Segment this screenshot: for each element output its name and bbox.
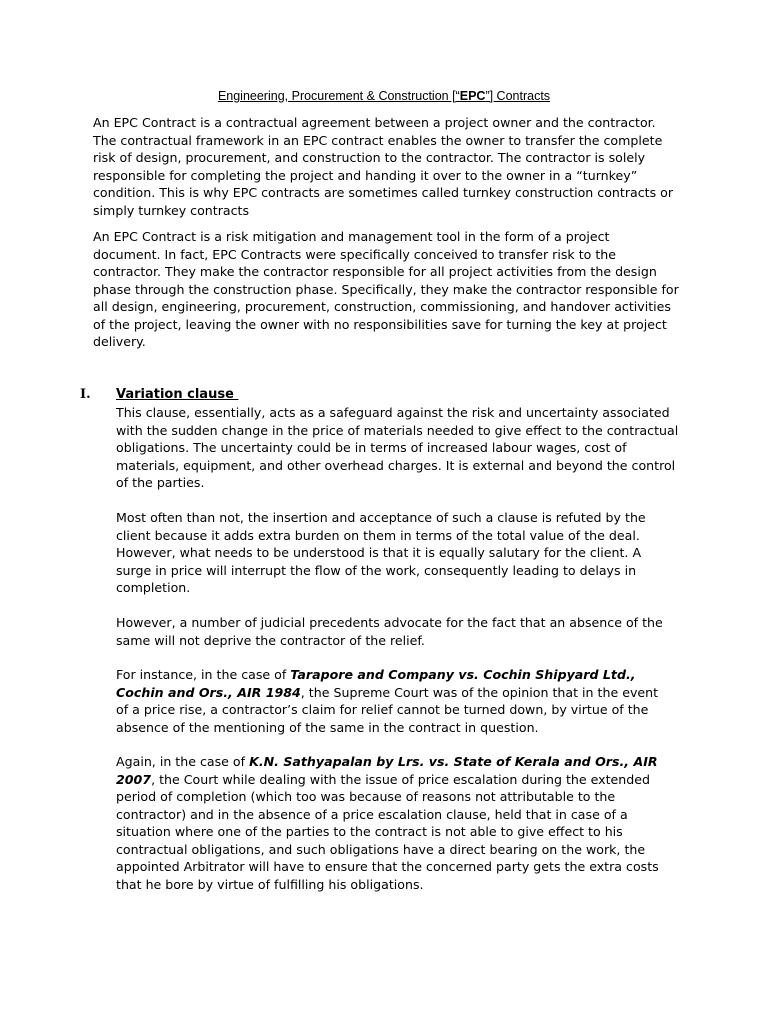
section-paragraph-5 xyxy=(116,753,659,893)
text-line: of a price rise, a contractor’s claim for relief cannot be turned down, by virtue of the xyxy=(116,702,649,717)
text-line: materials, equipment, and other overhead charges. It is external and beyond the control xyxy=(116,457,676,473)
text-line: An EPC Contract is a contractual agreement between a project owner and the contractor. xyxy=(93,115,656,130)
text-line xyxy=(116,753,659,771)
intro-paragraph-2 xyxy=(93,228,679,351)
text-line: The contractual framework in an EPC contract enables the owner to transfer the complete xyxy=(93,132,663,148)
text-line: An EPC Contract is a risk mitigation and management tool in the form of a project xyxy=(93,229,610,244)
text-line: completion. xyxy=(116,580,191,595)
text-line: surge in price will interrupt the flow of the work, consequently leading to delays in xyxy=(116,562,637,578)
text-line: absence of the mentioning of the same in the contract in question. xyxy=(116,719,539,735)
text-line: simply turnkey contracts xyxy=(93,202,250,218)
text-line: that he bore by virtue of fulfilling his obligations. xyxy=(116,876,424,892)
text-run: Again, in the case of xyxy=(116,754,250,769)
case-citation: 2007 xyxy=(116,771,152,787)
text-line: same will not deprive the contractor of the relief. xyxy=(116,632,425,648)
text-line: contractor) and in the absence of a price escalation clause, held that in case of a xyxy=(116,806,628,822)
section-paragraph-3 xyxy=(116,614,663,649)
text-line: appointed Arbitrator will have to ensure that the concerned party gets the extra costs xyxy=(116,859,659,874)
text-line: contractor. They make the contractor responsible for all project activities from the design xyxy=(93,264,657,279)
text-line: with the sudden change in the price of materials needed to give effect to the contractual xyxy=(116,422,679,438)
text-line: all design, engineering, procurement, construction, commissioning, and handover activities xyxy=(93,299,671,314)
document-title xyxy=(0,88,768,105)
text-line: of the project, leaving the owner with no responsibilities save for turning the key at project xyxy=(93,316,667,332)
title-acronym: EPC xyxy=(459,89,486,103)
intro-paragraph-1 xyxy=(93,114,673,219)
text-run: , the Supreme Court was of the opinion that in the event xyxy=(300,684,659,700)
text-line: This clause, essentially, acts as a safeguard against the risk and uncertainty associated xyxy=(116,405,670,420)
text-line: responsible for completing the project and handing it over to the owner in a “turnkey” xyxy=(93,167,638,183)
text-line xyxy=(116,666,658,684)
text-line: delivery. xyxy=(93,334,146,349)
case-citation: Tarapore and Company vs. Cochin Shipyard Ltd., xyxy=(290,667,636,682)
text-line: condition. This is why EPC contracts are sometimes called turnkey construction contracts or xyxy=(93,185,674,200)
text-run: For instance, in the case of xyxy=(116,667,291,682)
section-paragraph-2 xyxy=(116,509,646,597)
title-suffix: ”] Contracts xyxy=(485,89,551,103)
text-line: risk of design, procurement, and construction to the contractor. The contractor is solely xyxy=(93,150,646,165)
text-line: client because it adds extra burden on them in terms of the total value of the deal. xyxy=(116,527,640,543)
case-citation: Cochin and Ors., AIR 1984 xyxy=(116,684,301,700)
text-line xyxy=(116,684,658,702)
section-paragraph-1 xyxy=(116,404,678,492)
text-line xyxy=(116,771,659,789)
text-line: situation where one of the parties to the contract is not able to give effect to his xyxy=(116,824,623,839)
text-line: However, what needs to be understood is that it is equally salutary for the client. A xyxy=(116,545,642,560)
text-line: document. In fact, EPC Contracts were specifically conceived to transfer risk to the xyxy=(93,246,617,262)
section-paragraph-4 xyxy=(116,666,658,736)
text-line: obligations. The uncertainty could be in terms of increased labour wages, cost of xyxy=(116,440,627,455)
section-heading: Variation clause xyxy=(116,387,239,402)
text-line: period of completion (which too was because of reasons not attributable to the xyxy=(116,789,616,804)
title-prefix: Engineering, Procurement & Construction [“ xyxy=(217,89,460,103)
text-line: phase through the construction phase. Specifically, they make the contractor responsible for xyxy=(93,281,679,297)
case-citation: K.N. Sathyapalan by Lrs. vs. State of Kerala and Ors., AIR xyxy=(249,754,658,769)
section-number: I. xyxy=(80,387,91,402)
text-line: Most often than not, the insertion and acceptance of such a clause is refuted by the xyxy=(116,510,646,525)
text-run: , the Court while dealing with the issue of price escalation during the extended xyxy=(151,771,651,787)
text-line: However, a number of judicial precedents advocate for the fact that an absence of the xyxy=(116,615,663,630)
text-line: contractual obligations, and such obligations have a direct bearing on the work, the xyxy=(116,841,646,857)
text-line: of the parties. xyxy=(116,475,205,490)
